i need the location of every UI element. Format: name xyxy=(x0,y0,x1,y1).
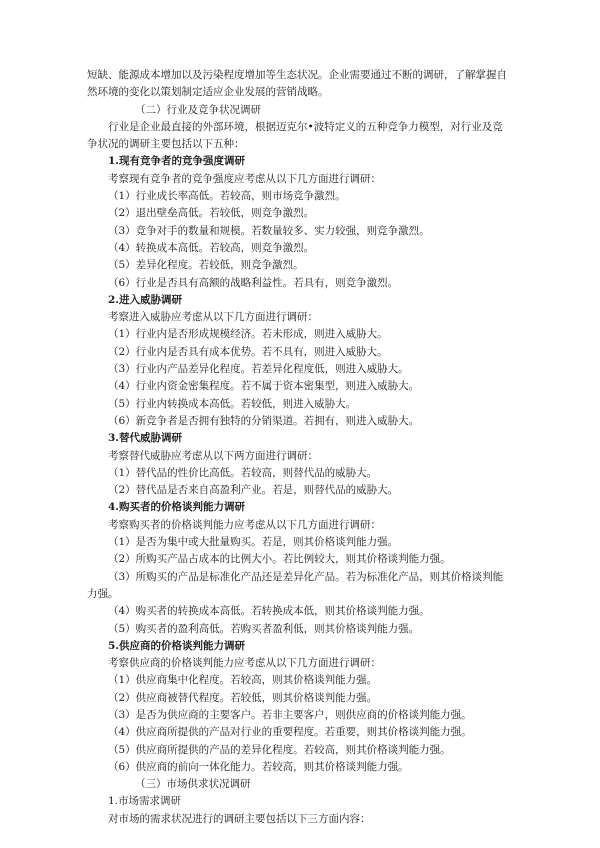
sub-heading-4: 4.购买者的价格谈判能力调研 xyxy=(108,501,245,514)
list-item: （1）行业成长率高低。若较高，则市场竞争激烈。 xyxy=(108,190,346,203)
list-item: （2）退出壁垒高低。若较低，则竞争激烈。 xyxy=(108,207,315,220)
sub-heading-3: 3.替代威胁调研 xyxy=(108,432,182,445)
list-item: （4）行业内资金密集程度。若不属于资本密集型，则进入威胁大。 xyxy=(108,380,420,393)
sub-heading-2: 2.进入威胁调研 xyxy=(108,293,182,306)
list-item: （2）行业内是否具有成本优势。若不具有，则进入威胁大。 xyxy=(108,345,388,358)
list-item-continuation: 力强。 xyxy=(87,587,119,600)
list-item: （5）购买者的盈利高低。若购买者盈利低，则其价格谈判能力强。 xyxy=(108,622,420,635)
list-item: （4）供应商所提供的产品对行业的重要程度。若重要，则其价格谈判能力强。 xyxy=(108,726,472,739)
section-2-title: （二）行业及竞争状况调研 xyxy=(135,103,261,116)
sub-5-intro: 考察供应商的价格谈判能力应考虑从以下几方面进行调研： xyxy=(108,657,381,670)
list-item: （3）所购买的产品是标准化产品还是差异化产品。若为标准化产品，则其价格谈判能 xyxy=(108,570,504,583)
list-item: （1）是否为集中或大批量购买。若是，则其价格谈判能力强。 xyxy=(108,536,399,549)
list-item: （1）替代品的性价比高低。若较高，则替代品的威胁大。 xyxy=(108,466,378,479)
list-item: （1）行业内是否形成规模经济。若未形成，则进入威胁大。 xyxy=(108,328,388,341)
list-item: （3）行业内产品差异化程度。若差异化程度低，则进入威胁大。 xyxy=(108,363,409,376)
list-item: （6）供应商的前向一体化能力。若较高，则其价格谈判能力强。 xyxy=(108,760,409,773)
list-item: （2）供应商被替代程度。若较低，则其价格谈判能力强。 xyxy=(108,691,378,704)
intro-line-1: 短缺、能源成本增加以及污染程度增加等生态状况。企业需要通过不断的调研，了解掌握自 xyxy=(87,69,507,81)
list-item: （1）供应商集中化程度。若较高，则其价格谈判能力强。 xyxy=(108,674,378,687)
list-item: （5）供应商所提供的产品的差异化程度。若较高，则其价格谈判能力强。 xyxy=(108,743,451,756)
list-item: （3）是否为供应商的主要客户。若非主要客户，则供应商的价格谈判能力强。 xyxy=(108,708,472,721)
sub-3-intro: 考察替代威胁应考虑从以下两方面进行调研： xyxy=(108,449,318,462)
section-2-intro-line-1: 行业是企业最直接的外部环境，根据迈克尔•波特定义的五种竞争力模型，对行业及竞 xyxy=(108,120,503,133)
list-item: （3）竞争对手的数量和规模。若数量较多、实力较强，则竞争激烈。 xyxy=(108,224,430,237)
sub-2-intro: 考察进入威胁应考虑从以下几方面进行调研： xyxy=(108,311,318,324)
intro-line-2: 然环境的变化以策划制定适应企业发展的营销战略。 xyxy=(87,86,329,99)
section-3-sub-heading-1: 1.市场需求调研 xyxy=(108,795,182,808)
list-item: （6）新竞争者是否拥有独特的分销渠道。若拥有，则进入威胁大。 xyxy=(108,414,420,427)
list-item: （4）购买者的转换成本高低。若转换成本低，则其价格谈判能力强。 xyxy=(108,605,430,618)
section-2-intro-line-2: 争状况的调研主要包括以下五种： xyxy=(87,138,245,151)
sub-heading-5: 5.供应商的价格谈判能力调研 xyxy=(108,639,245,652)
sub-1-intro: 考察现有竞争者的竞争强度应考虑从以下几方面进行调研： xyxy=(108,172,381,185)
sub-4-intro: 考察购买者的价格谈判能力应考虑从以下几方面进行调研： xyxy=(108,518,381,531)
list-item: （5）差异化程度。若较低，则竞争激烈。 xyxy=(108,259,304,272)
list-item: （2）替代品是否来自高盈利产业。若是，则替代品的威胁大。 xyxy=(108,484,399,497)
sub-heading-1: 1.现有竞争者的竞争强度调研 xyxy=(108,155,245,168)
section-3-title: （三）市场供求状况调研 xyxy=(135,778,251,791)
list-item: （5）行业内转换成本高低。若较低，则进入威胁大。 xyxy=(108,397,357,410)
list-item: （2）所购买产品占成本的比例大小。若比例较大，则其价格谈判能力强。 xyxy=(108,553,451,566)
list-item: （6）行业是否具有高额的战略利益性。若具有，则竞争激烈。 xyxy=(108,276,399,289)
section-3-sub-1-intro: 对市场的需求状况进行的调研主要包括以下三方面内容： xyxy=(108,812,371,825)
list-item: （4）转换成本高低。若较高，则竞争激烈。 xyxy=(108,241,315,254)
